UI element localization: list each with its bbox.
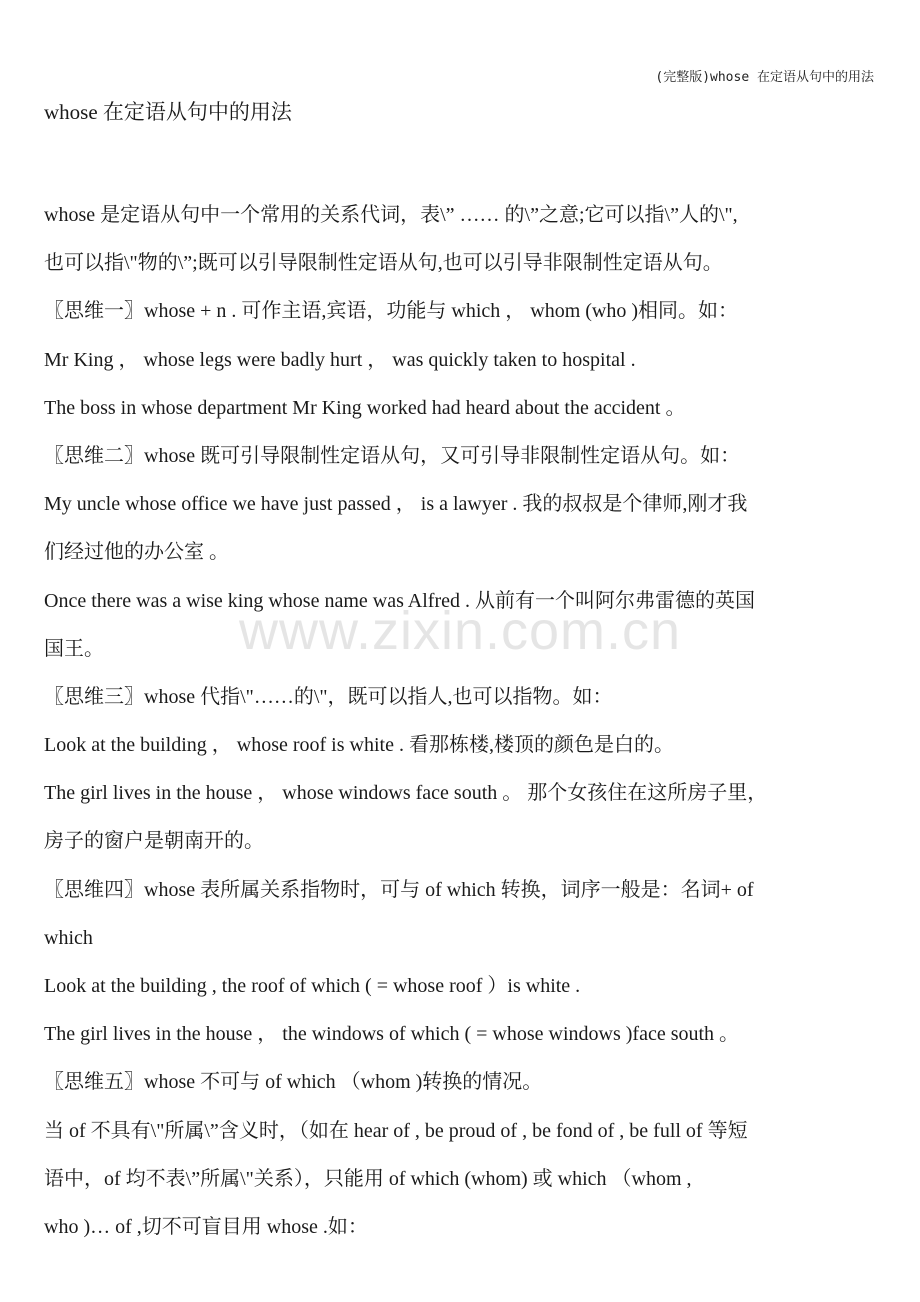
text-line: 国王。 — [44, 637, 104, 660]
text-line: The girl lives in the house ， the windows of which ( = whose windows )face south 。 — [44, 1023, 740, 1046]
text-line: 〖思维一〗whose + n . 可作主语,宾语，功能与 which ， whom (who )相同。如： — [44, 300, 739, 323]
text-line: 〖思维三〗whose 代指\"……的\"，既可以指人,也可以指物。如： — [44, 685, 613, 708]
text-line: whose 是定语从句中一个常用的关系代词，表\” …… 的\”之意;它可以指\”人的\", — [44, 204, 738, 226]
text-line: 〖思维五〗whose 不可与 of which （whom )转换的情况。 — [44, 1071, 543, 1094]
watermark: www.zixin.com.cn — [238, 601, 682, 661]
text-line: The boss in whose department Mr King worked had heard about the accident 。 — [44, 396, 686, 419]
text-line: 〖思维二〗whose 既可引导限制性定语从句，又可引导非限制性定语从句。如： — [44, 444, 741, 467]
text-line: Once there was a wise king whose name was Alfred . 从前有一个叫阿尔弗雷德的英国 — [44, 589, 755, 612]
text-line: 〖思维四〗whose 表所属关系指物时，可与 of which 转换，词序一般是：名词+ of — [44, 878, 754, 901]
text-line: who )… of ,切不可盲目用 whose .如： — [44, 1215, 368, 1238]
text-line: My uncle whose office we have just passed ， is a lawyer . 我的叔叔是个律师,刚才我 — [44, 493, 748, 516]
document-body — [44, 191, 890, 1251]
running-header: (完整版)whose 在定语从句中的用法 — [655, 70, 874, 85]
text-line: Look at the building , the roof of which ( = whose roof ）is white . — [44, 975, 581, 997]
text-line: 房子的窗户是朝南开的。 — [44, 830, 264, 853]
text-line: The girl lives in the house ， whose windows face south 。 那个女孩住在这所房子里， — [44, 782, 768, 805]
document-title: whose 在定语从句中的用法 — [44, 100, 292, 124]
text-line: which — [44, 926, 93, 949]
text-line: 当 of 不具有\"所属\”含义时，（如在 hear of , be proud of , be fond of , be full of 等短 — [44, 1119, 748, 1142]
text-line: Mr King ， whose legs were badly hurt ， was quickly taken to hospital . — [44, 348, 636, 371]
text-line: 语中，of 均不表\”所属\"关系），只能用 of which (whom) 或 which （whom , — [44, 1167, 692, 1190]
text-line: 也可以指\"物的\”;既可以引导限制性定语从句,也可以引导非限制性定语从句。 — [44, 252, 723, 275]
text-line: Look at the building ， whose roof is white . 看那栋楼,楼顶的颜色是白的。 — [44, 734, 674, 757]
text-line: 们经过他的办公室 。 — [44, 541, 229, 564]
